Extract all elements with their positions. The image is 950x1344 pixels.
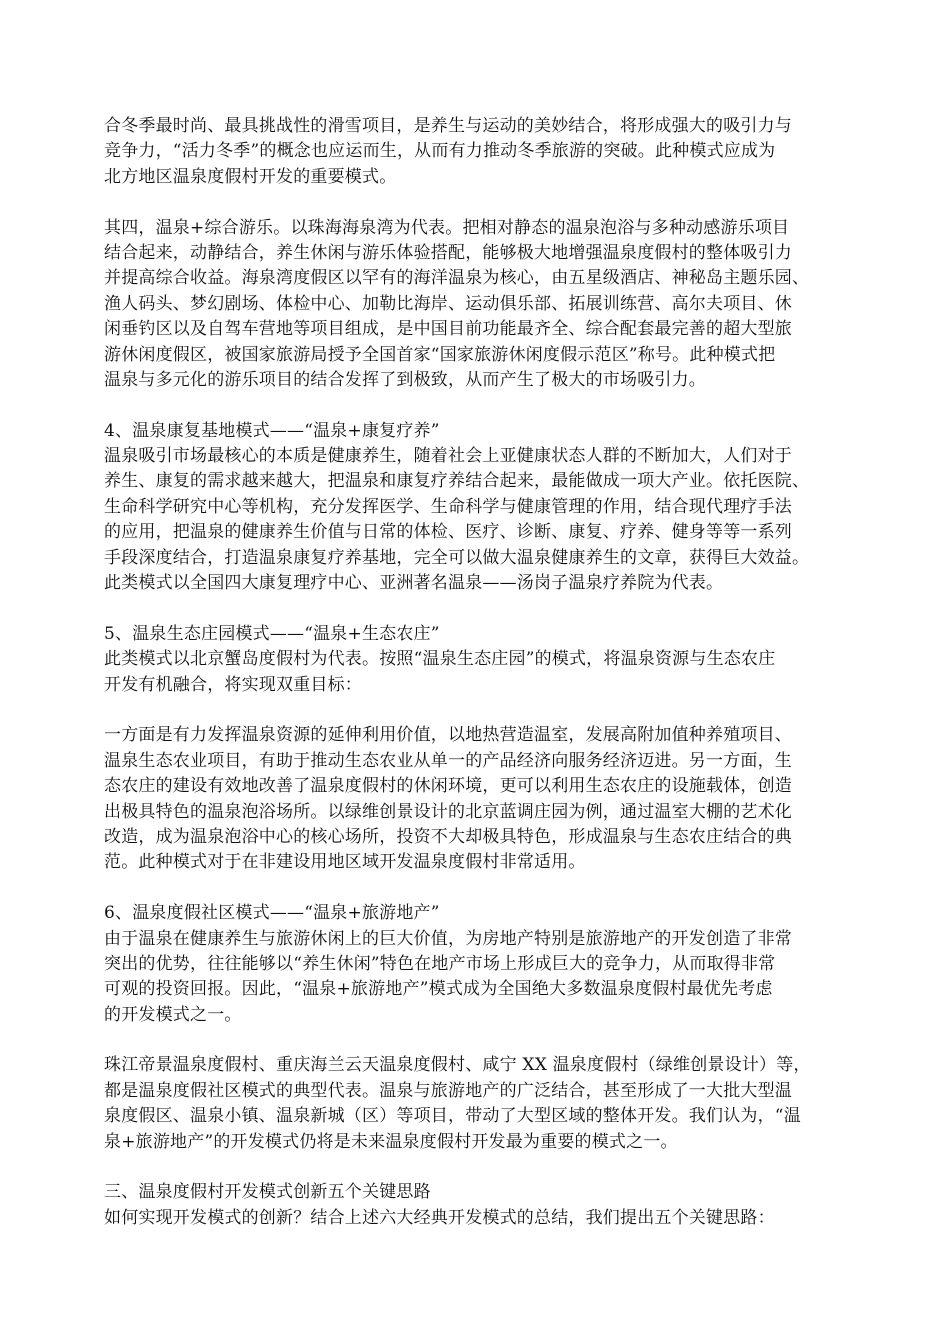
paragraph-gap bbox=[104, 698, 864, 723]
text-line: 开发有机融合，将实现双重目标： bbox=[104, 674, 362, 695]
text-line: 由于温泉在健康养生与旅游休闲上的巨大价值，为房地产特别是旅游地产的开发创造了非常 bbox=[104, 928, 792, 949]
text-line: 突出的优势，往往能够以“养生休闲”特色在地产市场上形成巨大的竞争力，从而取得非常 bbox=[104, 953, 776, 974]
text-line: 北方地区温泉度假村开发的重要模式。 bbox=[104, 166, 397, 187]
eco-manor-detail-paragraph bbox=[104, 723, 864, 875]
hot-spring-entertainment-paragraph bbox=[104, 216, 864, 394]
paragraph-gap bbox=[104, 190, 864, 215]
eco-manor-section bbox=[104, 622, 864, 698]
text-line: 生命科学研究中心等机构，充分发挥医学、生命科学与健康管理的作用，结合现代理疗手法 bbox=[104, 496, 792, 517]
paragraph-gap bbox=[104, 1028, 864, 1053]
text-line: 养生、康复的需求越来越大，把温泉和康复疗养结合起来，最能做成一项大产业。依托医院、 bbox=[104, 471, 810, 492]
resort-community-detail-paragraph bbox=[104, 1053, 864, 1155]
text-line: 竞争力，“活力冬季”的概念也应运而生，从而有力推动冬季旅游的突破。此种模式应成为 bbox=[104, 141, 776, 162]
text-line: 一方面是有力发挥温泉资源的延伸利用价值，以地热营造温室，发展高附加值种养殖项目、 bbox=[104, 725, 792, 746]
paragraph-gap bbox=[104, 596, 864, 621]
intro-paragraph bbox=[104, 114, 864, 190]
paragraph-gap bbox=[104, 393, 864, 418]
text-line: 结合起来，动静结合，养生休闲与游乐体验搭配，能够极大地增强温泉度假村的整体吸引力 bbox=[104, 242, 792, 263]
text-line: 如何实现开发模式的创新？结合上述六大经典开发模式的总结，我们提出五个关键思路： bbox=[104, 1207, 775, 1228]
text-line: 游休闲度假区，被国家旅游局授予全国首家“国家旅游休闲度假示范区”称号。此种模式把 bbox=[104, 344, 776, 365]
text-line: 可观的投资回报。因此，“温泉+旅游地产”模式成为全国绝大多数温泉度假村最优先考虑 bbox=[104, 979, 773, 1000]
section-heading: 5、温泉生态庄园模式——“温泉+生态农庄” bbox=[104, 623, 440, 644]
resort-community-section bbox=[104, 901, 864, 1028]
text-line: 并提高综合收益。海泉湾度假区以罕有的海洋温泉为核心，由五星级酒店、神秘岛主题乐园、 bbox=[104, 268, 810, 289]
rehabilitation-base-section bbox=[104, 419, 864, 597]
text-line: 温泉生态农业项目，有助于推动生态农业从单一的产品经济向服务经济迈进。另一方面，生 bbox=[104, 750, 792, 771]
text-line: 其四，温泉+综合游乐。以珠海海泉湾为代表。把相对静态的温泉泡浴与多种动感游乐项目 bbox=[104, 217, 790, 238]
text-line: 的开发模式之一。 bbox=[104, 1004, 242, 1025]
innovation-ideas-section bbox=[104, 1180, 864, 1231]
text-line: 都是温泉度假社区模式的典型代表。温泉与旅游地产的广泛结合，甚至形成了一大批大型温 bbox=[104, 1080, 792, 1101]
text-line: 态农庄的建设有效地改善了温泉度假村的休闲环境，更可以利用生态农庄的设施载体，创造 bbox=[104, 776, 792, 797]
section-heading: 三、温泉度假村开发模式创新五个关键思路 bbox=[104, 1182, 431, 1203]
text-line: 手段深度结合，打造温泉康复疗养基地，完全可以做大温泉健康养生的文章，获得巨大效益。 bbox=[104, 547, 810, 568]
text-line: 泉+旅游地产”的开发模式仍将是未来温泉度假村开发最为重要的模式之一。 bbox=[104, 1131, 678, 1152]
text-line: 泉度假区、温泉小镇、温泉新城（区）等项目，带动了大型区域的整体开发。我们认为，“温 bbox=[104, 1106, 801, 1127]
text-line: 温泉与多元化的游乐项目的结合发挥了到极致，从而产生了极大的市场吸引力。 bbox=[104, 369, 706, 390]
text-line: 温泉吸引市场最核心的本质是健康养生，随着社会上亚健康状态人群的不断加大，人们对于 bbox=[104, 446, 792, 467]
text-line: 闲垂钓区以及自驾车营地等项目组成，是中国目前功能最齐全、综合配套最完善的超大型旅 bbox=[104, 319, 792, 340]
text-line: 此类模式以全国四大康复理疗中心、亚洲著名温泉——汤岗子温泉疗养院为代表。 bbox=[104, 573, 724, 594]
text-line: 渔人码头、梦幻剧场、体检中心、加勒比海岸、运动俱乐部、拓展训练营、高尔夫项目、休 bbox=[104, 293, 792, 314]
paragraph-gap bbox=[104, 876, 864, 901]
text-line: 的应用，把温泉的健康养生价值与日常的体检、医疗、诊断、康复、疗养、健身等等一系列 bbox=[104, 522, 792, 543]
text-line: 此类模式以北京蟹岛度假村为代表。按照“温泉生态庄园”的模式，将温泉资源与生态农庄 bbox=[104, 649, 776, 670]
document-page bbox=[104, 114, 864, 1231]
section-heading: 6、温泉度假社区模式——“温泉+旅游地产” bbox=[104, 903, 440, 924]
text-line: 珠江帝景温泉度假村、重庆海兰云天温泉度假村、咸宁 XX 温泉度假村（绿维创景设计）等， bbox=[104, 1055, 811, 1076]
paragraph-gap bbox=[104, 1155, 864, 1180]
text-line: 合冬季最时尚、最具挑战性的滑雪项目，是养生与运动的美妙结合，将形成强大的吸引力与 bbox=[104, 116, 792, 136]
text-line: 出极具特色的温泉泡浴场所。以绿维创景设计的北京蓝调庄园为例，通过温室大棚的艺术化 bbox=[104, 801, 792, 822]
text-line: 范。此种模式对于在非建设用地区域开发温泉度假村非常适用。 bbox=[104, 852, 586, 873]
text-line: 改造，成为温泉泡浴中心的核心场所，投资不大却极具特色，形成温泉与生态农庄结合的典 bbox=[104, 826, 792, 847]
section-heading: 4、温泉康复基地模式——“温泉+康复疗养” bbox=[104, 420, 440, 441]
